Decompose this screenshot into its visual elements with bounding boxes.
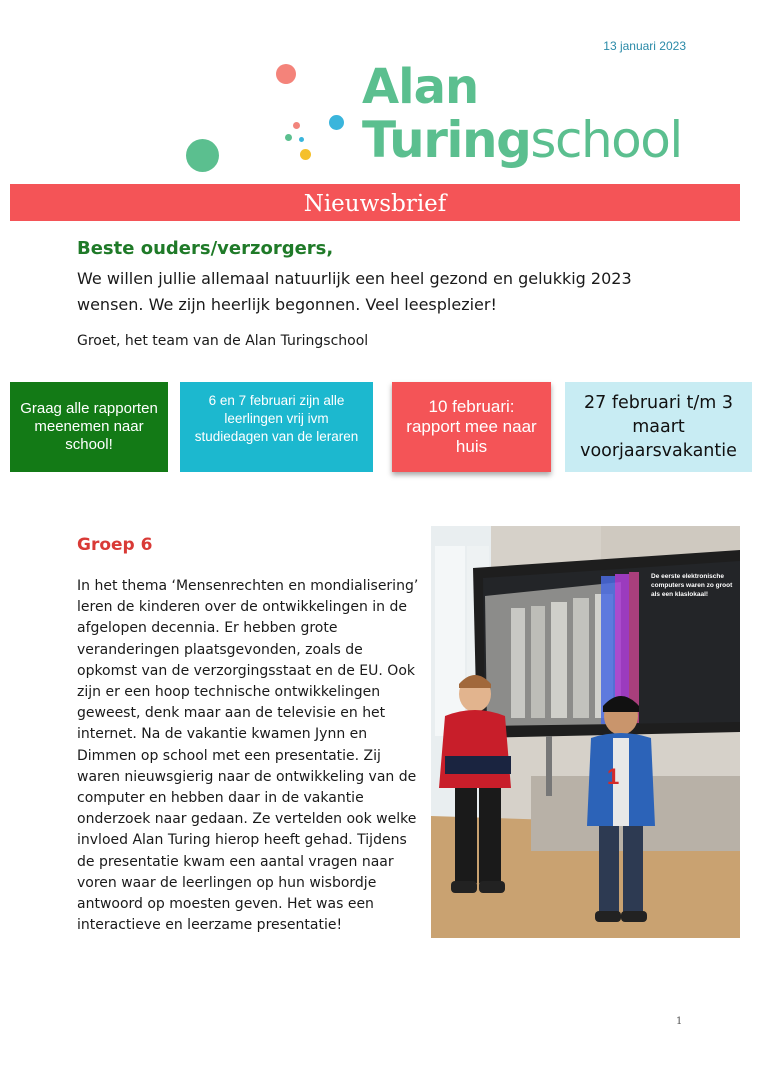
newsletter-banner: Nieuwsbrief xyxy=(10,184,740,221)
newsletter-date: 13 januari 2023 xyxy=(603,39,686,53)
school-logo xyxy=(180,55,710,180)
groep6-heading: Groep 6 xyxy=(77,535,153,555)
classroom-photo xyxy=(431,526,740,938)
logo-text-alan: Alan xyxy=(362,59,479,115)
notice-text: Graag alle rapporten meenemen naar school! xyxy=(20,400,158,453)
logo-dot xyxy=(186,139,219,172)
svg-text:De eerste elektronische: De eerste elektronische xyxy=(651,573,724,580)
notice-spring-break xyxy=(565,382,752,472)
notice-report-home xyxy=(392,382,551,472)
svg-text:als een klaslokaal!: als een klaslokaal! xyxy=(651,591,709,598)
notice-text: 27 februari t/m 3 maart voorjaarsvakantie xyxy=(580,393,737,461)
logo-dot xyxy=(299,137,304,142)
logo-text-turingschool xyxy=(362,111,682,169)
notice-study-days xyxy=(180,382,373,472)
page-number: 1 xyxy=(676,1016,683,1027)
logo-dot xyxy=(276,64,296,84)
svg-text:1: 1 xyxy=(607,764,620,789)
classroom-photo-illustration xyxy=(431,526,740,938)
logo-dot xyxy=(293,122,300,129)
notice-reports-to-school xyxy=(10,382,168,472)
intro-text: We willen jullie allemaal natuurlijk een heel gezond en gelukkig 2023 wensen. We zijn heerlijk begonnen. Veel leesplezier! xyxy=(77,269,632,314)
logo-text-school: school xyxy=(530,111,682,169)
notice-text: 6 en 7 februari zijn alle leerlingen vrij ivm studiedagen van de leraren xyxy=(194,393,359,444)
svg-text:computers waren zo groot: computers waren zo groot xyxy=(651,582,733,589)
logo-dot xyxy=(300,149,311,160)
logo-text-turing: Turing xyxy=(362,111,531,169)
notice-text: 10 februari: rapport mee naar huis xyxy=(406,397,537,456)
logo-dot xyxy=(285,134,292,141)
signoff-text: Groet, het team van de Alan Turingschool xyxy=(77,333,369,349)
greeting-heading: Beste ouders/verzorgers, xyxy=(77,238,334,259)
groep6-body: In het thema ‘Mensenrechten en mondialisering’ leren de kinderen over de ontwikkelingen in de afgelopen decennia. Er hebben grote veranderingen plaatsgevonden, zoals de opkomst van de verzorgingsstaat en de EU. Ook zijn er een hoop technische ontwikkelingen geweest, denk maar aan de televisie en het internet. Na de vakantie kwamen Jynn en Dimmen op school met een presentatie. Zij waren nieuwsgierig naar de ontwikkeling van de computer en hebben daar in de vakantie onderzoek naar gedaan. Ze vertelden ook welke invloed Alan Turing hierop heeft gehad. Tijdens de presentatie kwam een aantal vragen naar voren waar de leerlingen op hun wisbordje antwoord op moesten geven. Het was een interactieve en leerzame presentatie! xyxy=(77,578,419,934)
logo-dot xyxy=(329,115,344,130)
